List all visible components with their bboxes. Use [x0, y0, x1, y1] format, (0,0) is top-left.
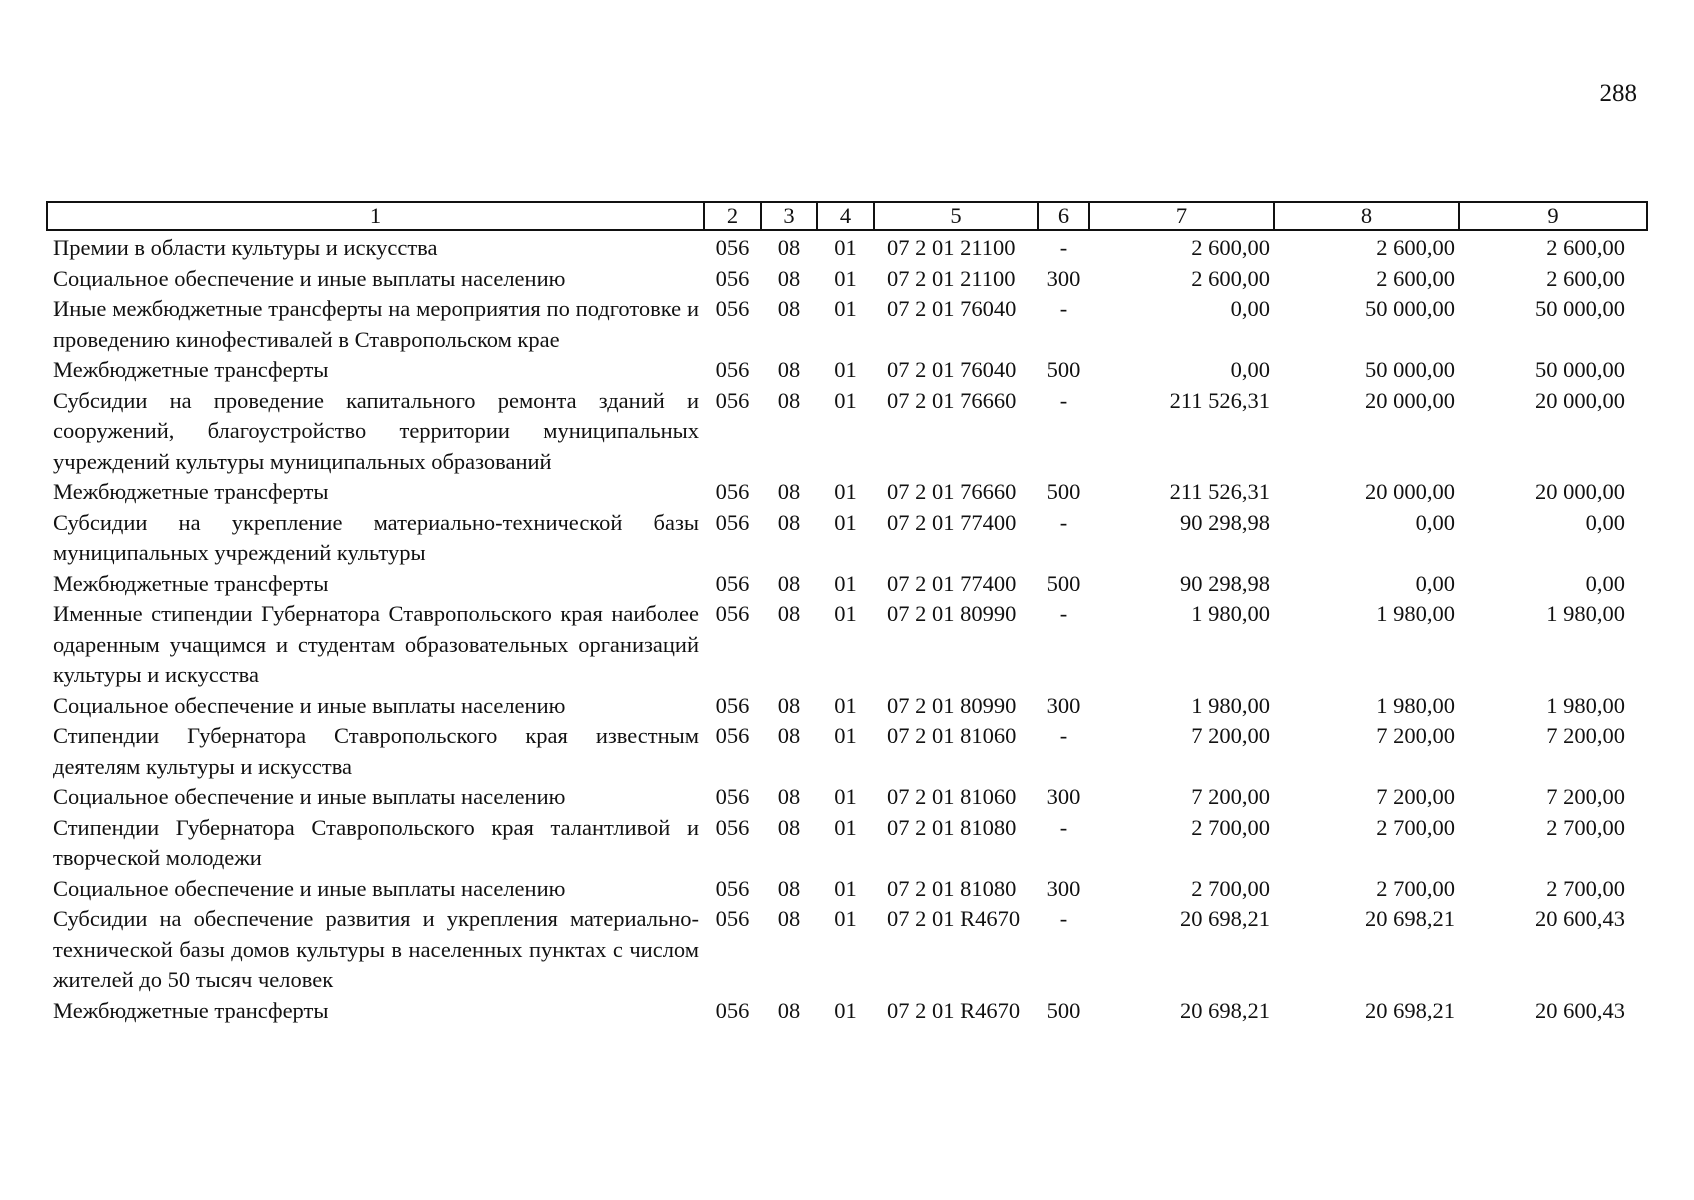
table-row — [47, 477, 1647, 508]
amount-col-9-cell: 1 980,00 — [1546, 601, 1625, 626]
subsection-code-cell: 01 — [834, 601, 857, 626]
expense-name-cell: Субсидии на проведение капитального ремонта зданий и сооружений, благоустройство территории муниципальных учреждений культуры муниципальных образований — [53, 387, 699, 474]
amount-col-8-cell: 2 600,00 — [1376, 235, 1455, 260]
header-col-9: 9 — [1459, 202, 1647, 230]
expense-type-cell: 500 — [1046, 997, 1081, 1023]
expense-name-cell: Межбюджетные трансферты — [53, 479, 329, 504]
header-col-5: 5 — [874, 202, 1038, 230]
header-col-8: 8 — [1274, 202, 1459, 230]
expense-name-cell: Стипендии Губернатора Ставропольского края известным деятелям культуры и искусства — [53, 723, 699, 779]
target-article-cell: 07 2 01 81080 — [887, 814, 1017, 840]
ministry-code-cell: 056 — [715, 265, 750, 291]
expense-type-cell: 500 — [1046, 357, 1081, 382]
amount-col-7-cell: 0,00 — [1230, 296, 1270, 321]
expense-type-cell: 500 — [1046, 570, 1081, 596]
amount-col-8-cell: 20 000,00 — [1365, 387, 1455, 413]
target-article-cell: 07 2 01 76660 — [887, 387, 1017, 413]
amount-col-9-cell: 20 000,00 — [1535, 479, 1625, 504]
expense-name-cell: Именные стипендии Губернатора Ставропольского края наиболее одаренным учащимся и студентам образовательных организаций культуры и искусства — [53, 601, 699, 687]
expense-type-cell: - — [1059, 601, 1068, 626]
header-col-6: 6 — [1038, 202, 1089, 230]
subsection-code-cell: 01 — [834, 296, 857, 321]
amount-col-7-cell: 1 980,00 — [1191, 601, 1270, 626]
expense-name-cell: Социальное обеспечение и иные выплаты населению — [53, 692, 566, 718]
section-code-cell: 08 — [777, 875, 801, 901]
amount-col-9-cell: 1 980,00 — [1546, 692, 1625, 718]
amount-col-8-cell: 50 000,00 — [1365, 296, 1455, 321]
subsection-code-cell: 01 — [834, 784, 857, 809]
section-code-cell: 08 — [777, 479, 801, 504]
ministry-code-cell: 056 — [715, 235, 750, 260]
ministry-code-cell: 056 — [715, 479, 750, 504]
target-article-cell: 07 2 01 81080 — [887, 875, 1017, 901]
amount-col-8-cell: 2 600,00 — [1376, 265, 1455, 291]
amount-col-8-cell: 50 000,00 — [1365, 357, 1455, 382]
section-code-cell: 08 — [777, 387, 801, 413]
amount-col-7-cell: 20 698,21 — [1180, 906, 1270, 931]
amount-col-7-cell: 211 526,31 — [1169, 479, 1270, 504]
table-row — [47, 508, 1647, 569]
amount-col-7-cell: 0,00 — [1230, 357, 1270, 382]
table-row — [47, 355, 1647, 386]
subsection-code-cell: 01 — [834, 997, 857, 1023]
section-code-cell: 08 — [777, 814, 801, 840]
amount-col-8-cell: 0,00 — [1415, 509, 1455, 535]
subsection-code-cell: 01 — [834, 387, 857, 413]
header-col-2: 2 — [704, 202, 761, 230]
expense-name-cell: Субсидии на укрепление материально-технической базы муниципальных учреждений культуры — [53, 509, 699, 565]
amount-col-8-cell: 2 700,00 — [1376, 875, 1455, 901]
ministry-code-cell: 056 — [715, 570, 750, 596]
target-article-cell: 07 2 01 76040 — [887, 296, 1017, 321]
subsection-code-cell: 01 — [834, 723, 857, 748]
target-article-cell: 07 2 01 77400 — [887, 509, 1017, 535]
table-row — [47, 721, 1647, 782]
amount-col-9-cell: 2 600,00 — [1546, 235, 1625, 260]
expense-type-cell: 500 — [1046, 479, 1081, 504]
expense-name-cell: Субсидии на обеспечение развития и укрепления материально-технической базы домов культуры в населенных пунктах с числом жителей до 50 тысяч человек — [53, 906, 699, 992]
ministry-code-cell: 056 — [715, 875, 750, 901]
section-code-cell: 08 — [777, 784, 801, 809]
ministry-code-cell: 056 — [715, 814, 750, 840]
section-code-cell: 08 — [777, 601, 801, 626]
section-code-cell: 08 — [777, 906, 801, 931]
amount-col-8-cell: 20 698,21 — [1365, 906, 1455, 931]
amount-col-7-cell: 2 600,00 — [1191, 235, 1270, 260]
header-row — [47, 202, 1647, 230]
amount-col-9-cell: 50 000,00 — [1535, 296, 1625, 321]
expense-name-cell: Социальное обеспечение и иные выплаты населению — [53, 784, 566, 809]
expense-name-cell: Межбюджетные трансферты — [53, 357, 329, 382]
section-code-cell: 08 — [777, 692, 801, 718]
amount-col-7-cell: 90 298,98 — [1180, 570, 1270, 596]
header-col-3: 3 — [761, 202, 817, 230]
amount-col-8-cell: 7 200,00 — [1376, 723, 1455, 748]
subsection-code-cell: 01 — [834, 357, 857, 382]
subsection-code-cell: 01 — [834, 479, 857, 504]
table-row — [47, 691, 1647, 722]
expense-type-cell: - — [1059, 906, 1068, 931]
section-code-cell: 08 — [777, 509, 801, 535]
subsection-code-cell: 01 — [834, 906, 857, 931]
amount-col-8-cell: 20 000,00 — [1365, 479, 1455, 504]
amount-col-9-cell: 2 700,00 — [1546, 814, 1625, 840]
target-article-cell: 07 2 01 81060 — [887, 723, 1017, 748]
expense-type-cell: - — [1059, 723, 1068, 748]
expense-name-cell: Социальное обеспечение и иные выплаты населению — [53, 875, 566, 901]
ministry-code-cell: 056 — [715, 997, 750, 1023]
amount-col-9-cell: 2 700,00 — [1546, 875, 1625, 901]
expense-type-cell: 300 — [1046, 265, 1081, 291]
ministry-code-cell: 056 — [715, 601, 750, 626]
expense-type-cell: - — [1059, 387, 1068, 413]
expense-type-cell: - — [1059, 296, 1068, 321]
section-code-cell: 08 — [777, 570, 801, 596]
target-article-cell: 07 2 01 R4670 — [887, 997, 1021, 1023]
table-row — [47, 813, 1647, 874]
subsection-code-cell: 01 — [834, 570, 857, 596]
amount-col-9-cell: 7 200,00 — [1546, 784, 1625, 809]
ministry-code-cell: 056 — [715, 357, 750, 382]
table-row — [47, 386, 1647, 478]
amount-col-7-cell: 2 600,00 — [1191, 265, 1270, 291]
expense-name-cell: Социальное обеспечение и иные выплаты населению — [53, 265, 566, 291]
subsection-code-cell: 01 — [834, 265, 857, 291]
subsection-code-cell: 01 — [834, 235, 857, 260]
table-row — [47, 599, 1647, 691]
amount-col-9-cell: 2 600,00 — [1546, 265, 1625, 291]
target-article-cell: 07 2 01 77400 — [887, 570, 1017, 596]
table-row — [47, 264, 1647, 295]
amount-col-9-cell: 20 600,43 — [1535, 997, 1625, 1023]
section-code-cell: 08 — [777, 265, 801, 291]
expense-name-cell: Межбюджетные трансферты — [53, 997, 329, 1023]
target-article-cell: 07 2 01 80990 — [887, 601, 1017, 626]
expense-name-cell: Стипендии Губернатора Ставропольского края талантливой и творческой молодежи — [53, 814, 699, 870]
subsection-code-cell: 01 — [834, 875, 857, 901]
target-article-cell: 07 2 01 80990 — [887, 692, 1017, 718]
target-article-cell: 07 2 01 76660 — [887, 479, 1017, 504]
section-code-cell: 08 — [777, 997, 801, 1023]
table-row — [47, 294, 1647, 355]
amount-col-8-cell: 0,00 — [1415, 570, 1455, 596]
table-row — [47, 874, 1647, 905]
table-header — [47, 202, 1647, 230]
header-col-7: 7 — [1089, 202, 1274, 230]
amount-col-7-cell: 211 526,31 — [1169, 387, 1270, 413]
target-article-cell: 07 2 01 76040 — [887, 357, 1017, 382]
amount-col-7-cell: 7 200,00 — [1191, 723, 1270, 748]
amount-col-8-cell: 7 200,00 — [1376, 784, 1455, 809]
page-number: 288 — [1599, 80, 1637, 107]
amount-col-7-cell: 20 698,21 — [1180, 997, 1270, 1023]
amount-col-9-cell: 50 000,00 — [1535, 357, 1625, 382]
amount-col-7-cell: 90 298,98 — [1180, 509, 1270, 535]
amount-col-9-cell: 20 600,43 — [1535, 906, 1625, 931]
table-row — [47, 996, 1647, 1027]
amount-col-9-cell: 7 200,00 — [1546, 723, 1625, 748]
amount-col-7-cell: 1 980,00 — [1191, 692, 1270, 718]
expense-type-cell: - — [1059, 814, 1068, 840]
ministry-code-cell: 056 — [715, 509, 750, 535]
expense-type-cell: - — [1059, 509, 1068, 535]
expense-type-cell: 300 — [1046, 875, 1081, 901]
target-article-cell: 07 2 01 21100 — [887, 265, 1016, 291]
amount-col-8-cell: 1 980,00 — [1376, 692, 1455, 718]
expense-type-cell: 300 — [1046, 692, 1081, 718]
amount-col-8-cell: 1 980,00 — [1376, 601, 1455, 626]
ministry-code-cell: 056 — [715, 723, 750, 748]
header-col-4: 4 — [817, 202, 874, 230]
target-article-cell: 07 2 01 81060 — [887, 784, 1017, 809]
expense-name-cell: Премии в области культуры и искусства — [53, 235, 438, 260]
amount-col-8-cell: 20 698,21 — [1365, 997, 1455, 1023]
expense-name-cell: Межбюджетные трансферты — [53, 570, 329, 596]
section-code-cell: 08 — [777, 723, 801, 748]
table-row — [47, 904, 1647, 996]
subsection-code-cell: 01 — [834, 509, 857, 535]
amount-col-7-cell: 7 200,00 — [1191, 784, 1270, 809]
ministry-code-cell: 056 — [715, 692, 750, 718]
table-row — [47, 230, 1647, 264]
header-col-1: 1 — [47, 202, 704, 230]
amount-col-7-cell: 2 700,00 — [1191, 875, 1270, 901]
amount-col-8-cell: 2 700,00 — [1376, 814, 1455, 840]
expense-type-cell: - — [1059, 235, 1068, 260]
ministry-code-cell: 056 — [715, 906, 750, 931]
ministry-code-cell: 056 — [715, 296, 750, 321]
budget-table — [46, 201, 1648, 1026]
target-article-cell: 07 2 01 21100 — [887, 235, 1016, 260]
section-code-cell: 08 — [777, 235, 801, 260]
section-code-cell: 08 — [777, 357, 801, 382]
ministry-code-cell: 056 — [715, 784, 750, 809]
table-row — [47, 569, 1647, 600]
amount-col-9-cell: 0,00 — [1585, 509, 1625, 535]
expense-type-cell: 300 — [1046, 784, 1081, 809]
amount-col-9-cell: 20 000,00 — [1535, 387, 1625, 413]
table-row — [47, 782, 1647, 813]
section-code-cell: 08 — [777, 296, 801, 321]
amount-col-9-cell: 0,00 — [1585, 570, 1625, 596]
ministry-code-cell: 056 — [715, 387, 750, 413]
expense-name-cell: Иные межбюджетные трансферты на мероприятия по подготовке и проведению кинофестивалей в Ставропольском крае — [53, 296, 699, 352]
amount-col-7-cell: 2 700,00 — [1191, 814, 1270, 840]
subsection-code-cell: 01 — [834, 692, 857, 718]
table-body — [47, 230, 1647, 1026]
target-article-cell: 07 2 01 R4670 — [887, 906, 1021, 931]
subsection-code-cell: 01 — [834, 814, 857, 840]
